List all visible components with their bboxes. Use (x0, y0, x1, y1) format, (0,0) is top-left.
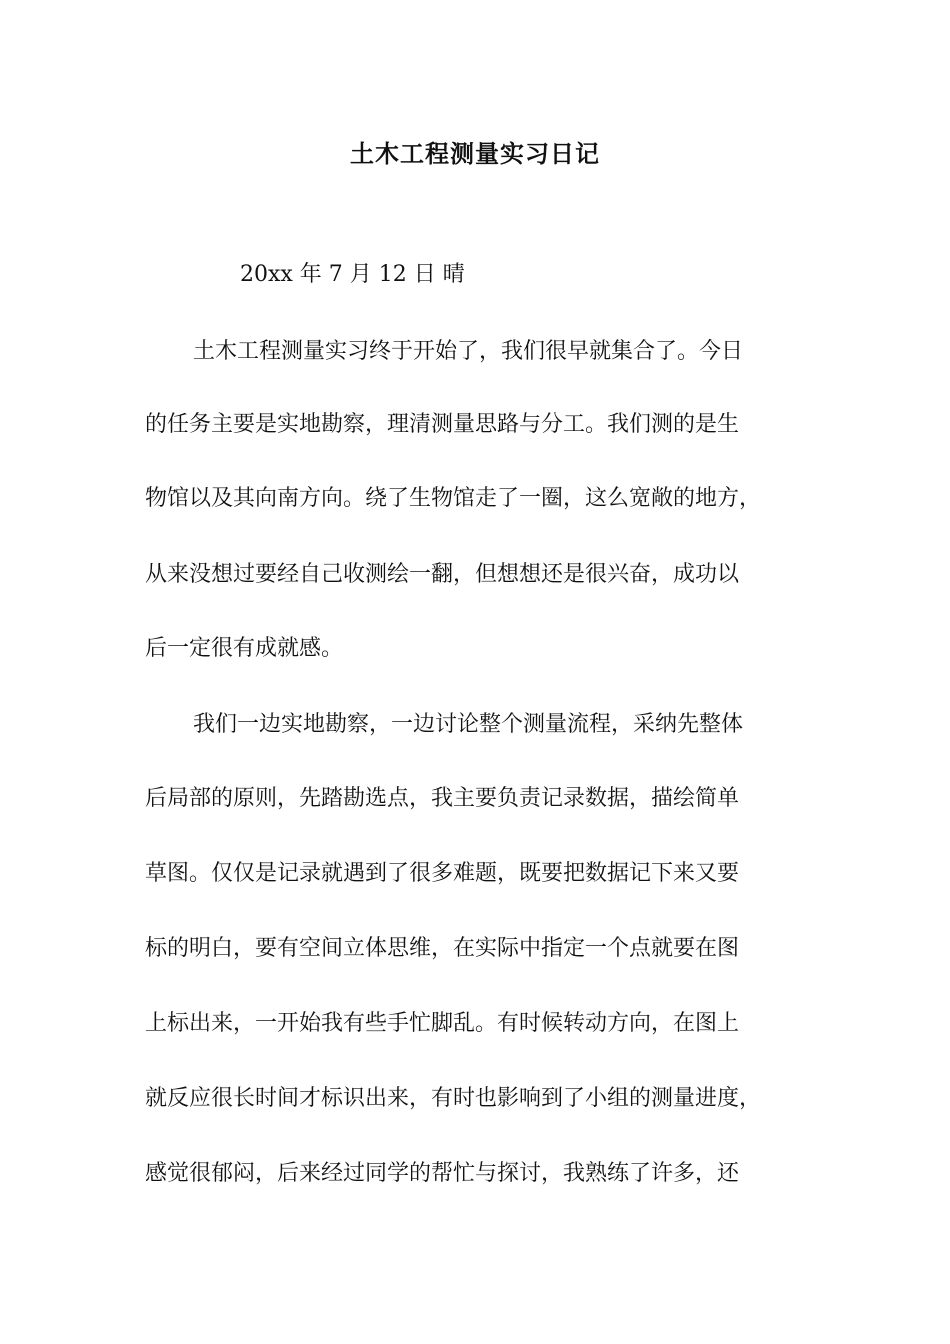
text-line: 感觉很郁闷，后来经过同学的帮忙与探讨，我熟练了许多，还 (145, 1161, 740, 1186)
text-line: 物馆以及其向南方向。绕了生物馆走了一圈，这么宽敞的地方， (145, 486, 762, 511)
text-line: 从来没想过要经自己收测绘一翻，但想想还是很兴奋，成功以 (145, 562, 740, 587)
text-line: 标的明白，要有空间立体思维，在实际中指定一个点就要在图 (145, 936, 740, 961)
diary-date-weather: 20xx 年 7 月 12 日 晴 (240, 262, 465, 287)
text-line: 后局部的原则，先踏勘选点，我主要负责记录数据，描绘简单 (145, 786, 740, 811)
text-line: 土木工程测量实习终于开始了，我们很早就集合了。今日 (193, 339, 744, 364)
text-line: 草图。仅仅是记录就遇到了很多难题，既要把数据记下来又要 (145, 861, 740, 886)
text-line: 我们一边实地勘察，一边讨论整个测量流程，采纳先整体 (193, 712, 744, 737)
text-line: 上标出来，一开始我有些手忙脚乱。有时候转动方向，在图上 (145, 1011, 740, 1036)
text-line: 就反应很长时间才标识出来，有时也影响到了小组的测量进度， (145, 1086, 762, 1111)
text-line: 的任务主要是实地勘察，理清测量思路与分工。我们测的是生 (145, 412, 740, 437)
text-line: 后一定很有成就感。 (145, 636, 344, 661)
document-title: 土木工程测量实习日记 (350, 140, 600, 168)
